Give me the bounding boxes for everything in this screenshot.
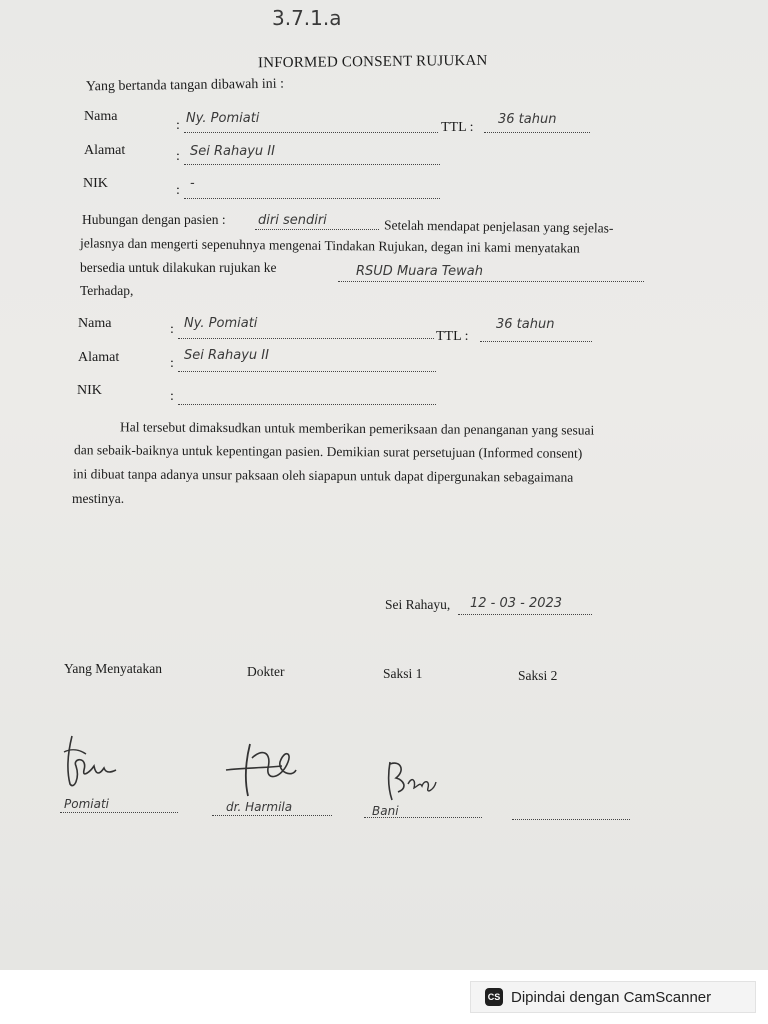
signer-nik-line [184,198,440,199]
patient-address-label: Alamat [78,350,120,365]
statement-line-2: dan sebaik-baiknya untuk kepentingan pasien. Demikian surat persetujuan (Informed consent) [73,442,583,461]
signature-line-4 [512,819,630,820]
role-saksi-1: Saksi 1 [383,666,423,681]
camscanner-text: Dipindai dengan CamScanner [511,988,712,1006]
patient-ttl-line [480,341,592,342]
patient-name-label: Nama [78,316,112,331]
signer-name-saksi-1: Bani [372,804,399,818]
relation-label: Hubungan dengan pasien : [82,212,226,227]
relation-value: diri sendiri [258,213,327,228]
document-title: INFORMED CONSENT RUJUKAN [257,52,488,72]
patient-nik-label: NIK [77,383,102,398]
patient-nik-line [178,404,436,405]
patient-name-value: Ny. Pomiati [184,316,258,331]
colon: : [176,149,180,164]
signature-yang-menyatakan [58,732,128,796]
intro-text: Yang bertanda tangan dibawah ini : [85,76,285,95]
signer-nik-label: NIK [83,176,108,191]
signature-line-1 [60,812,178,813]
signer-nik-value: - [190,176,195,191]
colon: : [170,322,174,337]
signer-ttl-value: 36 tahun [498,112,557,127]
signer-address-value: Sei Rahayu II [190,144,275,159]
signature-line-2 [212,815,332,816]
signer-name-value: Ny. Pomiati [186,111,260,126]
relation-line [255,229,379,230]
referral-destination: RSUD Muara Tewah [356,264,483,279]
statement-line-1: Hal tersebut dimaksudkan untuk memberikan pemeriksaan dan penanganan yang sesuai [119,419,595,438]
colon: : [176,183,180,198]
signer-name-label: Nama [84,109,118,124]
referral-line [338,281,644,282]
terhadap-label: Terhadap, [80,283,134,298]
signer-ttl-line [484,132,590,133]
colon: : [170,356,174,371]
statement-line-4: mestinya. [72,491,125,506]
place-label: Sei Rahayu, [385,597,451,612]
signature-line-3 [364,817,482,818]
patient-ttl-value: 36 tahun [496,317,555,332]
patient-name-line [178,338,434,339]
role-yang-menyatakan: Yang Menyatakan [64,661,162,676]
camscanner-watermark [470,981,756,1013]
colon: : [170,389,174,404]
signature-dokter [222,738,302,806]
camscanner-logo-icon: CS [485,988,503,1006]
signer-name-yang-menyatakan: Pomiati [64,797,109,811]
statement-line-3: ini dibuat tanpa adanya unsur paksaan oleh siapapun untuk dapat dipergunakan sebagaimana [72,466,574,485]
patient-ttl-label: TTL : [436,329,469,344]
colon: : [176,118,180,133]
signature-saksi-1 [382,758,442,804]
patient-address-value: Sei Rahayu II [184,348,269,363]
role-dokter: Dokter [247,664,285,679]
relation-continuation: Setelah mendapat penjelasan yang sejelas- [383,217,614,236]
referral-prefix: bersedia untuk dilakukan rujukan ke [80,260,277,275]
signer-address-line [184,164,440,165]
relation-line2: jelasnya dan mengerti sepenuhnya mengenai Tindakan Rujukan, degan ini kami menyatakan [79,235,580,256]
signer-name-line [184,132,438,133]
date-line [458,614,592,615]
page-reference: 3.7.1.a [272,6,342,30]
role-saksi-2: Saksi 2 [518,668,558,683]
signer-ttl-label: TTL : [441,120,474,135]
signer-name-dokter: dr. Harmila [226,800,293,814]
date-value: 12 - 03 - 2023 [470,596,563,611]
signer-address-label: Alamat [84,143,126,158]
patient-address-line [178,371,436,372]
